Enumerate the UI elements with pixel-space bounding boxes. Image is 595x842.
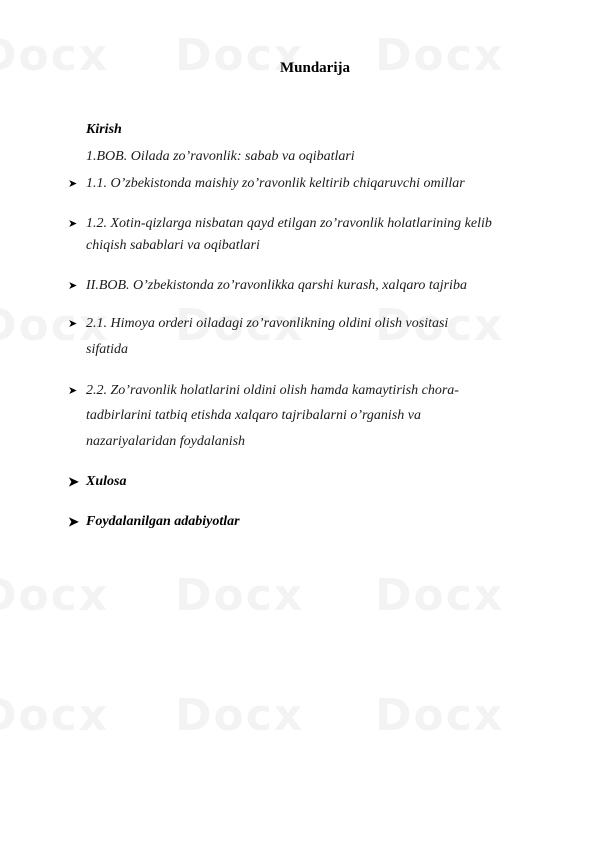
arrowhead-bullet-icon: ➤ [68,218,78,230]
toc-entry-xulosa: Xulosa [86,474,127,489]
toc-entry-chapter-1: 1.BOB. Oilada zo’ravonlik: sabab va oqibatlari [86,149,355,164]
toc-entry-chapter-2: II.BOB. O’zbekistonda zo’ravonlikka qarshi kurash, xalqaro tajriba [86,278,467,293]
watermark [0,570,109,621]
watermark [375,690,504,741]
arrowhead-bullet-icon: ➤ [68,514,79,529]
toc-entry-2-1-cont: sifatida [86,342,129,357]
toc-entry-references: Foydalanilgan adabiyotlar [86,514,240,529]
watermark [175,690,304,741]
arrowhead-bullet-icon: ➤ [68,280,78,292]
toc-entry-2-2: 2.2. Zo’ravonlik holatlarini oldini olish hamda kamaytirish chora- [86,383,459,398]
arrowhead-bullet-icon: ➤ [68,318,78,330]
watermark [375,570,504,621]
watermark [0,690,109,741]
arrowhead-bullet-icon: ➤ [68,178,78,190]
toc-entry-1-2-cont: chiqish sabablari va oqibatlari [86,238,260,253]
page-title: Mundarija [279,60,350,76]
toc-entry-2-1: 2.1. Himoya orderi oiladagi zo’ravonlikning oldini olish vositasi [86,316,449,331]
toc-entry-kirish: Kirish [86,122,122,137]
toc-entry-2-2-cont-2: nazariyalaridan foydalanish [86,434,246,449]
toc-entry-1-2: 1.2. Xotin-qizlarga nisbatan qayd etilgan zo’ravonlik holatlarining kelib [86,216,492,231]
arrowhead-bullet-icon: ➤ [68,385,78,397]
arrowhead-bullet-icon: ➤ [68,474,79,489]
toc-entry-1-1: 1.1. O’zbekistonda maishiy zo’ravonlik keltirib chiqaruvchi omillar [86,176,465,191]
toc-entry-2-2-cont-1: tadbirlarini tatbiq etishda xalqaro tajribalarni o’rganish va [86,408,421,423]
watermark [175,570,304,621]
